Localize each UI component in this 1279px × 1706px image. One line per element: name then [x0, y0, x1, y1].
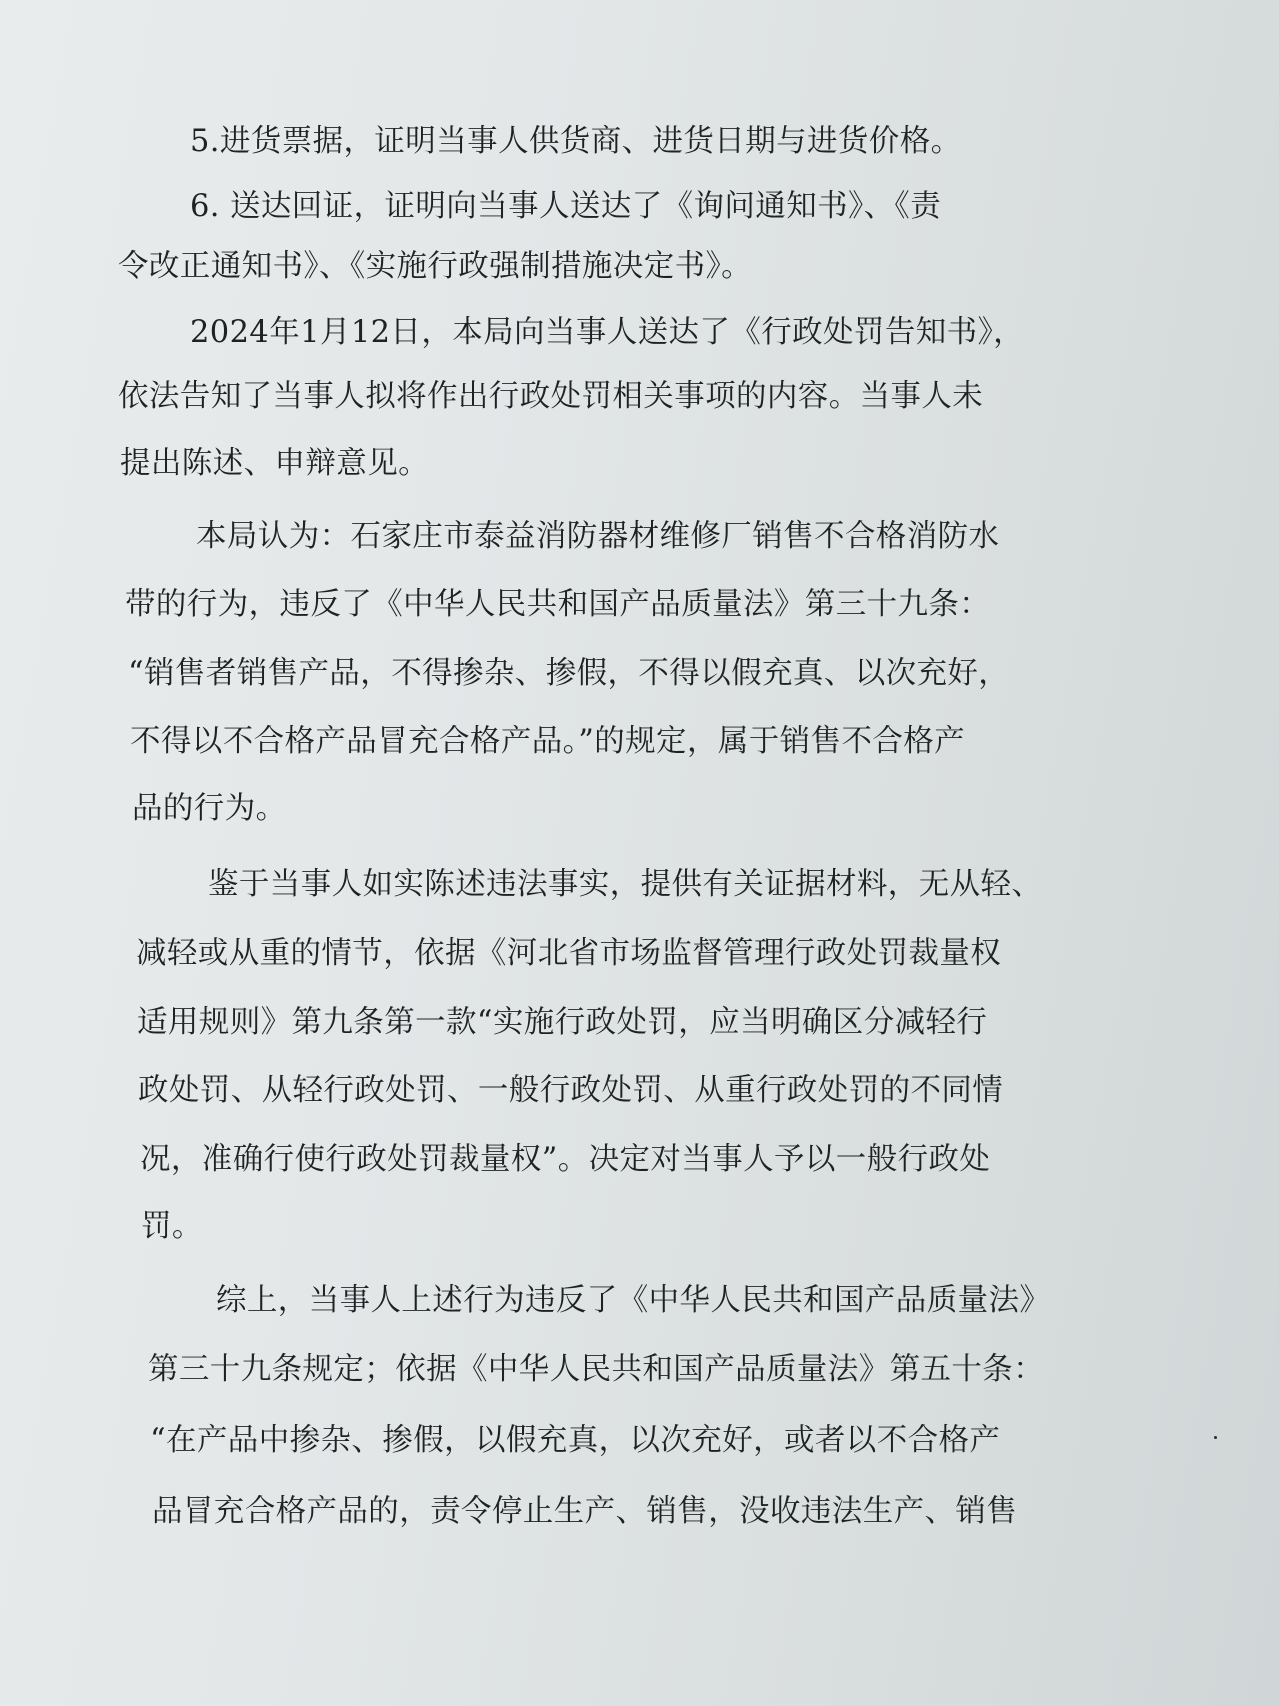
text-line: 综上，当事人上述行为违反了《中华人民共和国产品质量法》: [216, 1283, 1051, 1318]
text-line: 政处罚、从轻行政处罚、一般行政处罚、从重行政处罚的不同情: [138, 1073, 1004, 1108]
text-line: 鉴于当事人如实陈述违法事实，提供有关证据材料，无从轻、: [208, 867, 1043, 902]
text-line: 2024年1月12日，本局向当事人送达了《行政处罚告知书》，: [190, 315, 1025, 350]
text-line: 5.进货票据，证明当事人供货商、进货日期与进货价格。: [190, 124, 962, 159]
text-line: 适用规则》第九条第一款“实施行政处罚，应当明确区分减轻行: [137, 1005, 988, 1040]
text-line: 令改正通知书》、《实施行政强制措施决定书》。: [118, 249, 753, 284]
text-line: 带的行为，违反了《中华人民共和国产品质量法》第三十九条：: [125, 587, 991, 622]
text-line: “销售者销售产品，不得掺杂、掺假，不得以假充真、以次充好，: [128, 656, 1010, 691]
text-line: 本局认为：石家庄市泰益消防器材维修厂销售不合格消防水: [196, 519, 1000, 554]
text-line: “在产品中掺杂、掺假，以假充真，以次充好，或者以不合格产: [150, 1423, 1001, 1458]
text-line: 品冒充合格产品的，责令停止生产、销售，没收违法生产、销售: [152, 1494, 1018, 1529]
text-line: 6. 送达回证，证明向当事人送达了《询问通知书》、《责: [190, 189, 942, 224]
text-line: 罚。: [141, 1209, 203, 1244]
text-line: 不得以不合格产品冒充合格产品。”的规定，属于销售不合格产: [130, 724, 966, 759]
text-line: 提出陈述、申辩意见。: [120, 446, 429, 481]
text-line: 依法告知了当事人拟将作出行政处罚相关事项的内容。当事人未: [118, 379, 984, 414]
text-line: 品的行为。: [132, 791, 287, 826]
text-line: 第三十九条规定；依据《中华人民共和国产品质量法》第五十条：: [148, 1352, 1045, 1387]
speck-mark: [1214, 1436, 1217, 1439]
text-line: 况，准确行使行政处罚裁量权”。决定对当事人予以一般行政处: [140, 1142, 991, 1177]
text-line: 减轻或从重的情节，依据《河北省市场监督管理行政处罚裁量权: [136, 936, 1002, 971]
